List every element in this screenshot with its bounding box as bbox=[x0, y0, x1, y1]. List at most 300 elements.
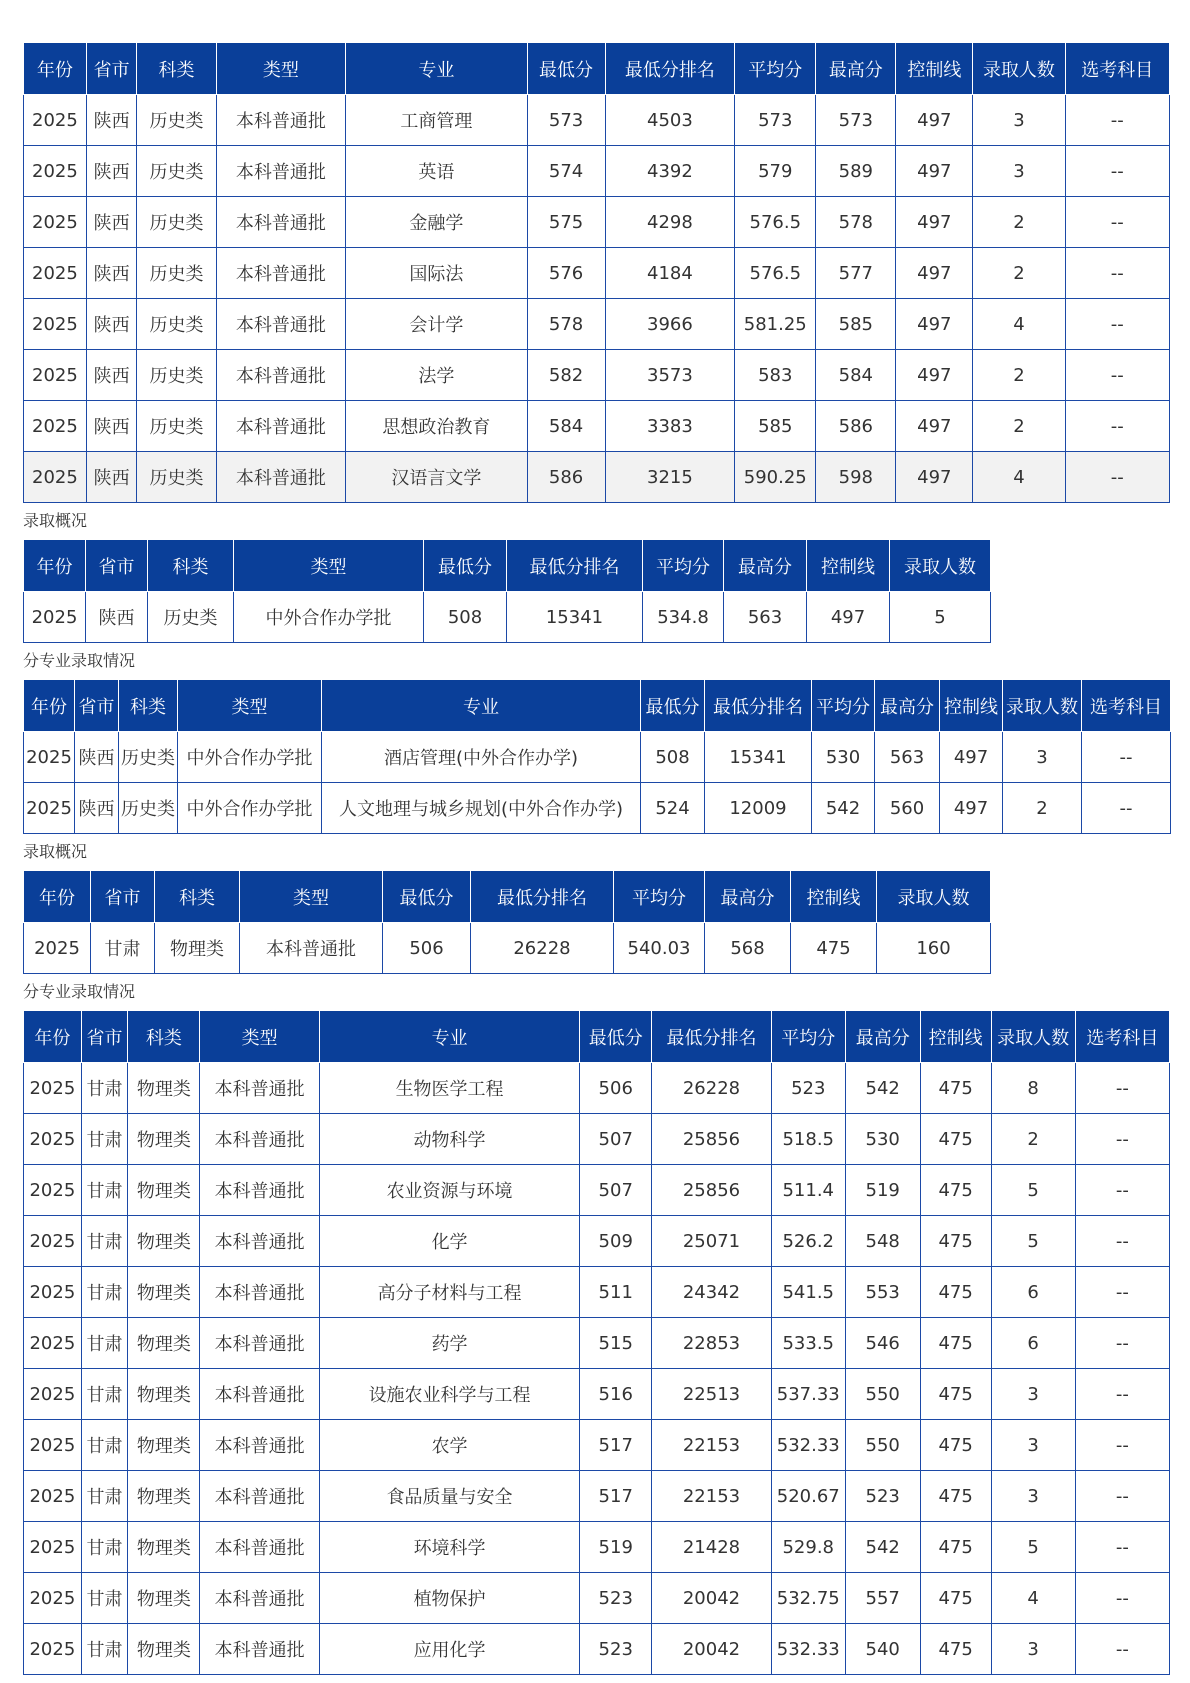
table-cell: 2025 bbox=[24, 95, 87, 146]
table-cell: 557 bbox=[845, 1573, 920, 1624]
table-cell: -- bbox=[1082, 783, 1171, 834]
table-cell: 563 bbox=[875, 732, 940, 783]
table-cell: 21428 bbox=[652, 1522, 772, 1573]
header-cell: 类型 bbox=[216, 43, 346, 95]
table-cell: 历史类 bbox=[137, 146, 216, 197]
table-cell: 陕西 bbox=[86, 95, 137, 146]
table-cell: 578 bbox=[816, 197, 896, 248]
table-cell: -- bbox=[1075, 1369, 1169, 1420]
table-cell: 物理类 bbox=[128, 1420, 200, 1471]
table-cell: 历史类 bbox=[137, 401, 216, 452]
table-cell: 575 bbox=[527, 197, 605, 248]
table-cell: 历史类 bbox=[148, 592, 234, 643]
table-cell: 会计学 bbox=[346, 299, 527, 350]
table-row bbox=[24, 1624, 1170, 1675]
table-cell: 15341 bbox=[705, 732, 812, 783]
header-cell: 控制线 bbox=[807, 540, 890, 592]
table-cell: 3 bbox=[973, 95, 1065, 146]
table-cell: 26228 bbox=[471, 923, 614, 974]
table-cell: 2025 bbox=[24, 1624, 82, 1675]
shaanxi-coop-major-table bbox=[23, 679, 1171, 834]
table-cell: 3215 bbox=[605, 452, 735, 503]
table-cell: -- bbox=[1075, 1216, 1169, 1267]
table-cell: 3 bbox=[991, 1624, 1075, 1675]
table-cell: -- bbox=[1065, 350, 1169, 401]
table-cell: 历史类 bbox=[137, 299, 216, 350]
table-cell: -- bbox=[1075, 1471, 1169, 1522]
header-cell: 科类 bbox=[137, 43, 216, 95]
table-cell: -- bbox=[1065, 299, 1169, 350]
table-cell: 579 bbox=[735, 146, 816, 197]
table-cell: 5 bbox=[890, 592, 991, 643]
header-cell: 最低分 bbox=[383, 871, 471, 923]
table-cell: 物理类 bbox=[128, 1063, 200, 1114]
table-cell: 本科普通批 bbox=[200, 1114, 320, 1165]
table-cell: 本科普通批 bbox=[200, 1369, 320, 1420]
section-label-overview: 录取概况 bbox=[23, 511, 88, 530]
table-cell: 2025 bbox=[24, 1318, 82, 1369]
table-cell: 590.25 bbox=[735, 452, 816, 503]
table-cell: 2025 bbox=[24, 1267, 82, 1318]
header-cell: 录取人数 bbox=[1003, 680, 1082, 732]
table-cell: 519 bbox=[580, 1522, 652, 1573]
table-cell: 497 bbox=[940, 732, 1003, 783]
table-cell: 523 bbox=[845, 1471, 920, 1522]
table-cell: 汉语言文学 bbox=[346, 452, 527, 503]
table-cell: 4503 bbox=[605, 95, 735, 146]
table-header-row bbox=[24, 540, 991, 592]
table-cell: 497 bbox=[896, 350, 973, 401]
table-cell: 20042 bbox=[652, 1573, 772, 1624]
table-cell: 534.8 bbox=[643, 592, 724, 643]
table-cell: 582 bbox=[527, 350, 605, 401]
table-cell: 陕西 bbox=[86, 197, 137, 248]
table-row bbox=[24, 783, 1171, 834]
table-cell: 518.5 bbox=[771, 1114, 845, 1165]
table-cell: 2025 bbox=[24, 1522, 82, 1573]
table-cell: 553 bbox=[845, 1267, 920, 1318]
table-cell: 542 bbox=[845, 1063, 920, 1114]
table-cell: 物理类 bbox=[128, 1114, 200, 1165]
table-cell: -- bbox=[1075, 1522, 1169, 1573]
table-cell: 22153 bbox=[652, 1420, 772, 1471]
header-cell: 最低分排名 bbox=[507, 540, 643, 592]
table-cell: 2025 bbox=[24, 248, 87, 299]
table-cell: 陕西 bbox=[75, 783, 119, 834]
table-row bbox=[24, 1573, 1170, 1624]
table-row bbox=[24, 350, 1170, 401]
table-cell: 物理类 bbox=[128, 1318, 200, 1369]
header-cell: 平均分 bbox=[771, 1011, 845, 1063]
table-cell: 563 bbox=[724, 592, 807, 643]
table-cell: -- bbox=[1065, 452, 1169, 503]
section-label-by-major: 分专业录取情况 bbox=[23, 651, 136, 670]
table-cell: 537.33 bbox=[771, 1369, 845, 1420]
table-cell: 532.75 bbox=[771, 1573, 845, 1624]
table-cell: 506 bbox=[580, 1063, 652, 1114]
table-cell: 本科普通批 bbox=[216, 248, 346, 299]
header-cell: 最高分 bbox=[816, 43, 896, 95]
table-cell: 497 bbox=[807, 592, 890, 643]
table-cell: 甘肃 bbox=[91, 923, 155, 974]
table-cell: 甘肃 bbox=[81, 1369, 128, 1420]
table-cell: 532.33 bbox=[771, 1420, 845, 1471]
table-cell: 3 bbox=[991, 1471, 1075, 1522]
table-cell: 568 bbox=[705, 923, 791, 974]
table-cell: 5 bbox=[991, 1165, 1075, 1216]
header-cell: 专业 bbox=[322, 680, 641, 732]
table-cell: 2025 bbox=[24, 299, 87, 350]
header-cell: 最低分 bbox=[424, 540, 507, 592]
table-cell: -- bbox=[1065, 197, 1169, 248]
table-cell: -- bbox=[1075, 1573, 1169, 1624]
header-cell: 年份 bbox=[24, 43, 87, 95]
table-cell: 475 bbox=[920, 1216, 991, 1267]
table-row bbox=[24, 1318, 1170, 1369]
table-cell: 本科普通批 bbox=[200, 1624, 320, 1675]
table-cell: 584 bbox=[527, 401, 605, 452]
table-cell: 历史类 bbox=[137, 197, 216, 248]
table-cell: 2025 bbox=[24, 146, 87, 197]
table-cell: 历史类 bbox=[119, 732, 178, 783]
table-cell: 516 bbox=[580, 1369, 652, 1420]
table-cell: 本科普通批 bbox=[216, 299, 346, 350]
table-cell: 2025 bbox=[24, 401, 87, 452]
table-cell: 3 bbox=[1003, 732, 1082, 783]
table-cell: 4184 bbox=[605, 248, 735, 299]
table-cell: 573 bbox=[527, 95, 605, 146]
table-cell: 3966 bbox=[605, 299, 735, 350]
table-cell: 475 bbox=[920, 1624, 991, 1675]
header-cell: 录取人数 bbox=[991, 1011, 1075, 1063]
table-cell: 12009 bbox=[705, 783, 812, 834]
table-cell: 金融学 bbox=[346, 197, 527, 248]
table-cell: 5 bbox=[991, 1522, 1075, 1573]
table-cell: 2025 bbox=[24, 1471, 82, 1522]
header-cell: 类型 bbox=[240, 871, 383, 923]
table-cell: 甘肃 bbox=[81, 1522, 128, 1573]
table-cell: 542 bbox=[812, 783, 875, 834]
table-cell: 573 bbox=[735, 95, 816, 146]
table-cell: 2025 bbox=[24, 1216, 82, 1267]
table-cell: 523 bbox=[580, 1573, 652, 1624]
table-cell: 586 bbox=[816, 401, 896, 452]
table-cell: 573 bbox=[816, 95, 896, 146]
table-cell: 22153 bbox=[652, 1471, 772, 1522]
table-row bbox=[24, 452, 1170, 503]
table-row bbox=[24, 1165, 1170, 1216]
table-cell: 物理类 bbox=[128, 1471, 200, 1522]
table-row bbox=[24, 732, 1171, 783]
table-cell: 577 bbox=[816, 248, 896, 299]
table-cell: 甘肃 bbox=[81, 1165, 128, 1216]
table-cell: 540.03 bbox=[614, 923, 705, 974]
table-cell: 6 bbox=[991, 1267, 1075, 1318]
table-cell: 食品质量与安全 bbox=[319, 1471, 579, 1522]
header-cell: 最低分 bbox=[641, 680, 705, 732]
table-cell: 历史类 bbox=[137, 95, 216, 146]
table-cell: 550 bbox=[845, 1420, 920, 1471]
table-cell: 530 bbox=[845, 1114, 920, 1165]
header-cell: 专业 bbox=[346, 43, 527, 95]
table-cell: 2025 bbox=[24, 1369, 82, 1420]
header-cell: 科类 bbox=[148, 540, 234, 592]
header-cell: 最低分排名 bbox=[652, 1011, 772, 1063]
header-cell: 科类 bbox=[155, 871, 240, 923]
table-row bbox=[24, 1522, 1170, 1573]
table-cell: -- bbox=[1075, 1114, 1169, 1165]
header-cell: 专业 bbox=[319, 1011, 579, 1063]
table-cell: 576.5 bbox=[735, 248, 816, 299]
table-cell: 584 bbox=[816, 350, 896, 401]
table-cell: 25856 bbox=[652, 1165, 772, 1216]
table-cell: 农学 bbox=[319, 1420, 579, 1471]
table-cell: 6 bbox=[991, 1318, 1075, 1369]
table-cell: 576 bbox=[527, 248, 605, 299]
table-cell: 2025 bbox=[24, 783, 75, 834]
table-cell: 3573 bbox=[605, 350, 735, 401]
table-cell: 541.5 bbox=[771, 1267, 845, 1318]
table-cell: 生物医学工程 bbox=[319, 1063, 579, 1114]
table-row bbox=[24, 592, 991, 643]
header-cell: 省市 bbox=[75, 680, 119, 732]
table-cell: 2025 bbox=[24, 452, 87, 503]
table-cell: 574 bbox=[527, 146, 605, 197]
table-cell: 本科普通批 bbox=[200, 1063, 320, 1114]
table-cell: 陕西 bbox=[86, 299, 137, 350]
table-cell: 160 bbox=[877, 923, 991, 974]
table-cell: 历史类 bbox=[137, 350, 216, 401]
table-cell: 576.5 bbox=[735, 197, 816, 248]
table-cell: 陕西 bbox=[86, 401, 137, 452]
table-cell: 497 bbox=[896, 146, 973, 197]
table-cell: 英语 bbox=[346, 146, 527, 197]
header-cell: 控制线 bbox=[896, 43, 973, 95]
table-cell: 517 bbox=[580, 1471, 652, 1522]
table-cell: 3 bbox=[973, 146, 1065, 197]
table-cell: 8 bbox=[991, 1063, 1075, 1114]
table-row bbox=[24, 248, 1170, 299]
header-cell: 最低分排名 bbox=[471, 871, 614, 923]
table-cell: 507 bbox=[580, 1165, 652, 1216]
table-cell: 2025 bbox=[24, 1420, 82, 1471]
table-cell: 497 bbox=[896, 299, 973, 350]
table-cell: 586 bbox=[527, 452, 605, 503]
table-cell: 508 bbox=[641, 732, 705, 783]
table-cell: 24342 bbox=[652, 1267, 772, 1318]
header-cell: 选考科目 bbox=[1065, 43, 1169, 95]
header-cell: 年份 bbox=[24, 871, 91, 923]
table-row bbox=[24, 1063, 1170, 1114]
table-cell: 475 bbox=[920, 1114, 991, 1165]
table-cell: 本科普通批 bbox=[240, 923, 383, 974]
table-cell: 509 bbox=[580, 1216, 652, 1267]
table-cell: 4 bbox=[991, 1573, 1075, 1624]
table-cell: 4 bbox=[973, 452, 1065, 503]
table-row bbox=[24, 95, 1170, 146]
header-cell: 平均分 bbox=[643, 540, 724, 592]
header-cell: 平均分 bbox=[614, 871, 705, 923]
table-cell: 578 bbox=[527, 299, 605, 350]
table-cell: 2 bbox=[991, 1114, 1075, 1165]
table-cell: 585 bbox=[735, 401, 816, 452]
table-cell: 历史类 bbox=[119, 783, 178, 834]
table-cell: -- bbox=[1075, 1267, 1169, 1318]
table-row bbox=[24, 146, 1170, 197]
table-cell: 环境科学 bbox=[319, 1522, 579, 1573]
admission-results-page bbox=[23, 42, 1170, 1675]
table-cell: 526.2 bbox=[771, 1216, 845, 1267]
table-cell: 中外合作办学批 bbox=[234, 592, 424, 643]
table-cell: 本科普通批 bbox=[200, 1267, 320, 1318]
table-cell: 农业资源与环境 bbox=[319, 1165, 579, 1216]
table-cell: 497 bbox=[896, 452, 973, 503]
table-cell: 497 bbox=[896, 401, 973, 452]
shaanxi-history-major-table bbox=[23, 42, 1170, 503]
table-cell: -- bbox=[1075, 1318, 1169, 1369]
table-cell: 2025 bbox=[24, 923, 91, 974]
table-cell: 25071 bbox=[652, 1216, 772, 1267]
table-cell: 陕西 bbox=[86, 350, 137, 401]
header-cell: 类型 bbox=[234, 540, 424, 592]
table-cell: 2025 bbox=[24, 732, 75, 783]
header-cell: 年份 bbox=[24, 540, 86, 592]
table-cell: 517 bbox=[580, 1420, 652, 1471]
table-cell: 475 bbox=[920, 1420, 991, 1471]
table-cell: 本科普通批 bbox=[200, 1165, 320, 1216]
table-cell: 甘肃 bbox=[81, 1267, 128, 1318]
table-cell: 4 bbox=[973, 299, 1065, 350]
table-cell: 20042 bbox=[652, 1624, 772, 1675]
table-cell: 475 bbox=[920, 1165, 991, 1216]
header-cell: 最高分 bbox=[705, 871, 791, 923]
table-cell: -- bbox=[1065, 248, 1169, 299]
table-cell: 物理类 bbox=[128, 1165, 200, 1216]
table-cell: 475 bbox=[920, 1522, 991, 1573]
header-cell: 省市 bbox=[81, 1011, 128, 1063]
table-cell: 2025 bbox=[24, 350, 87, 401]
table-cell: 2025 bbox=[24, 197, 87, 248]
table-cell: 本科普通批 bbox=[216, 401, 346, 452]
table-cell: 497 bbox=[896, 197, 973, 248]
table-header-row bbox=[24, 43, 1170, 95]
table-cell: 酒店管理(中外合作办学) bbox=[322, 732, 641, 783]
table-cell: 本科普通批 bbox=[216, 95, 346, 146]
table-cell: 物理类 bbox=[128, 1573, 200, 1624]
table-cell: 历史类 bbox=[137, 452, 216, 503]
table-cell: 475 bbox=[920, 1471, 991, 1522]
header-cell: 录取人数 bbox=[877, 871, 991, 923]
table-cell: 本科普通批 bbox=[216, 146, 346, 197]
table-cell: 546 bbox=[845, 1318, 920, 1369]
table-row bbox=[24, 1369, 1170, 1420]
table-cell: 530 bbox=[812, 732, 875, 783]
table-cell: 2025 bbox=[24, 1165, 82, 1216]
header-cell: 年份 bbox=[24, 1011, 82, 1063]
table-cell: 5 bbox=[991, 1216, 1075, 1267]
table-cell: 工商管理 bbox=[346, 95, 527, 146]
table-row bbox=[24, 1471, 1170, 1522]
table-cell: 动物科学 bbox=[319, 1114, 579, 1165]
header-cell: 最高分 bbox=[875, 680, 940, 732]
table-cell: 中外合作办学批 bbox=[178, 783, 322, 834]
table-cell: 国际法 bbox=[346, 248, 527, 299]
table-cell: 3 bbox=[991, 1420, 1075, 1471]
table-cell: 4298 bbox=[605, 197, 735, 248]
table-cell: 2 bbox=[973, 401, 1065, 452]
table-row bbox=[24, 401, 1170, 452]
table-cell: 应用化学 bbox=[319, 1624, 579, 1675]
table-header-row bbox=[24, 1011, 1170, 1063]
table-cell: 本科普通批 bbox=[200, 1318, 320, 1369]
header-cell: 科类 bbox=[119, 680, 178, 732]
table-cell: 475 bbox=[920, 1318, 991, 1369]
header-cell: 控制线 bbox=[940, 680, 1003, 732]
table-cell: 589 bbox=[816, 146, 896, 197]
table-cell: 历史类 bbox=[137, 248, 216, 299]
table-cell: 2025 bbox=[24, 1573, 82, 1624]
table-cell: 497 bbox=[896, 95, 973, 146]
table-cell: 本科普通批 bbox=[200, 1471, 320, 1522]
table-cell: 508 bbox=[424, 592, 507, 643]
table-cell: 2025 bbox=[24, 1063, 82, 1114]
table-cell: 25856 bbox=[652, 1114, 772, 1165]
header-cell: 控制线 bbox=[920, 1011, 991, 1063]
table-cell: 22853 bbox=[652, 1318, 772, 1369]
table-cell: 524 bbox=[641, 783, 705, 834]
header-cell: 最低分 bbox=[527, 43, 605, 95]
table-cell: 2 bbox=[973, 197, 1065, 248]
header-cell: 年份 bbox=[24, 680, 75, 732]
table-cell: 本科普通批 bbox=[200, 1216, 320, 1267]
table-row bbox=[24, 1420, 1170, 1471]
table-cell: 506 bbox=[383, 923, 471, 974]
table-cell: 本科普通批 bbox=[200, 1420, 320, 1471]
header-cell: 选考科目 bbox=[1075, 1011, 1169, 1063]
table-cell: 物理类 bbox=[128, 1369, 200, 1420]
table-cell: 本科普通批 bbox=[216, 452, 346, 503]
header-cell: 科类 bbox=[128, 1011, 200, 1063]
table-cell: 533.5 bbox=[771, 1318, 845, 1369]
table-header-row bbox=[24, 680, 1171, 732]
table-cell: 511 bbox=[580, 1267, 652, 1318]
table-cell: 475 bbox=[920, 1267, 991, 1318]
table-cell: 475 bbox=[920, 1063, 991, 1114]
table-cell: 497 bbox=[896, 248, 973, 299]
header-cell: 最低分排名 bbox=[705, 680, 812, 732]
header-cell: 省市 bbox=[91, 871, 155, 923]
shaanxi-coop-overview-table bbox=[23, 539, 991, 643]
header-cell: 录取人数 bbox=[973, 43, 1065, 95]
table-cell: -- bbox=[1065, 95, 1169, 146]
table-cell: 2 bbox=[973, 248, 1065, 299]
table-cell: 甘肃 bbox=[81, 1318, 128, 1369]
table-cell: 物理类 bbox=[128, 1624, 200, 1675]
table-cell: 542 bbox=[845, 1522, 920, 1573]
table-cell: 本科普通批 bbox=[200, 1573, 320, 1624]
table-cell: 532.33 bbox=[771, 1624, 845, 1675]
table-row bbox=[24, 1216, 1170, 1267]
header-cell: 类型 bbox=[200, 1011, 320, 1063]
table-row bbox=[24, 197, 1170, 248]
table-cell: 甘肃 bbox=[81, 1216, 128, 1267]
table-cell: 2025 bbox=[24, 1114, 82, 1165]
table-cell: 甘肃 bbox=[81, 1063, 128, 1114]
table-cell: 本科普通批 bbox=[216, 350, 346, 401]
table-cell: -- bbox=[1075, 1624, 1169, 1675]
gansu-physics-major-table bbox=[23, 1010, 1170, 1675]
header-cell: 选考科目 bbox=[1082, 680, 1171, 732]
